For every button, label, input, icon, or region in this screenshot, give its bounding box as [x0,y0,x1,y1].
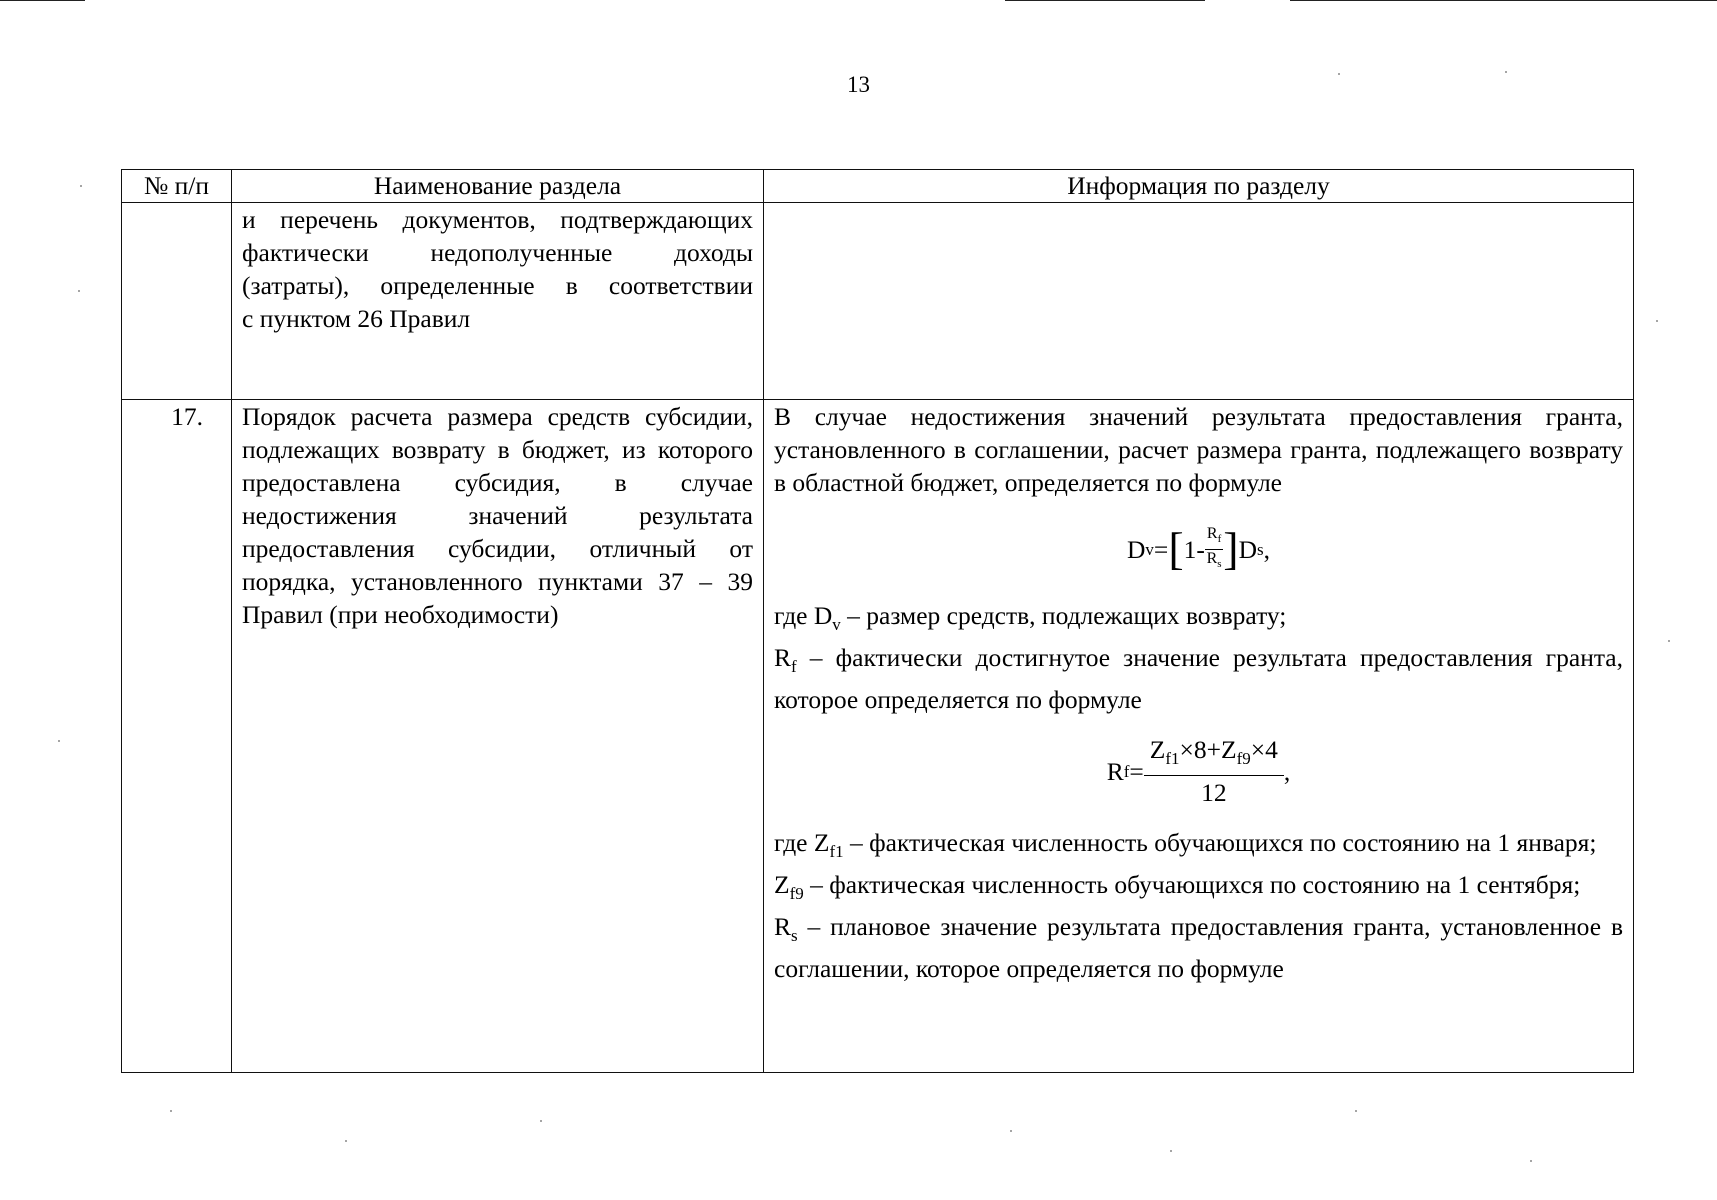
section-name-text: и перечень документов, подтверждающих фактически недополученные доходы (затраты), определенные в соответствии [242,205,753,300]
section-name-cell [232,203,764,400]
page-number: 13 [847,72,870,97]
scan-speck [78,290,80,292]
formula-rf: R f = $\frac{Z_{f1}\times 8+Z_{f9}\times 4}{12}$ , [1106,735,1291,808]
scan-speck [1355,1110,1357,1112]
scan-edge-line [0,0,85,1]
formula-dv: D v = [ 1- $\frac{R_f}{R_s}$ ] D s , [1127,523,1270,574]
header-section-info: Информация по разделу [764,170,1634,203]
scan-speck [80,185,82,187]
definition-dv: где $D_v$ – размер средств, подлежащих возврату; [774,601,1287,635]
definition-rf: $R_f$ – фактически достигнутое значение результата предоставления гранта, которое определяется по формуле [774,643,1623,715]
definition-zf1: где $Z_{f1}$ – фактическая численность обучающихся по состоянию на 1 января; [774,828,1597,862]
scan-speck [1668,640,1670,642]
definition-rs: $R_s$ – плановое значение результата предоставления гранта, установленное в соглашении, которое определяется по формуле [774,912,1623,984]
section-info-cell [764,203,1634,400]
section-info-cell [764,400,1634,1073]
scan-speck [58,740,60,742]
table-row [122,203,1634,400]
scan-speck [1170,1150,1172,1152]
scan-speck [540,1120,542,1122]
header-section-name: Наименование раздела [232,170,764,203]
row-number-cell: 17. [122,400,232,1073]
table-header-row [122,170,1634,203]
section-name-text: с пунктом 26 Правил [242,304,471,333]
scan-speck [345,1140,347,1142]
scan-edge-line [1290,0,1717,1]
scan-speck [170,1110,172,1112]
definition-zf9: $Z_{f9}$ – фактическая численность обучающихся по состоянию на 1 сентября; [774,870,1581,904]
fraction-rf-rs: $\frac{R_f}{R_s}$ [1206,525,1222,570]
scan-speck [1530,1160,1532,1162]
section-name-text: Порядок расчета размера средств субсидии, подлежащих возврату в бюджет, из которого предоставлена субсидия, в случае недостижения значений результата предоставления субсидии, отличный от порядка, установленного пунктами 37 – 39 Правил (при необходимости) [242,402,753,629]
sections-table [121,169,1634,1073]
table-row [122,400,1634,1073]
section-name-cell [232,400,764,1073]
scan-speck [1010,1130,1012,1132]
row-number-cell [122,203,232,400]
header-number: № п/п [122,170,232,203]
scan-edge-line [1005,0,1205,1]
scan-speck [1656,320,1658,322]
fraction-rf: $\frac{Z_{f1}\times 8+Z_{f9}\times 4}{12}$ [1144,733,1284,809]
info-intro-text: В случае недостижения значений результата предоставления гранта, установленного в соглашении, расчет размера гранта, подлежащего возврату в областной бюджет, определяется по формуле [774,402,1623,497]
